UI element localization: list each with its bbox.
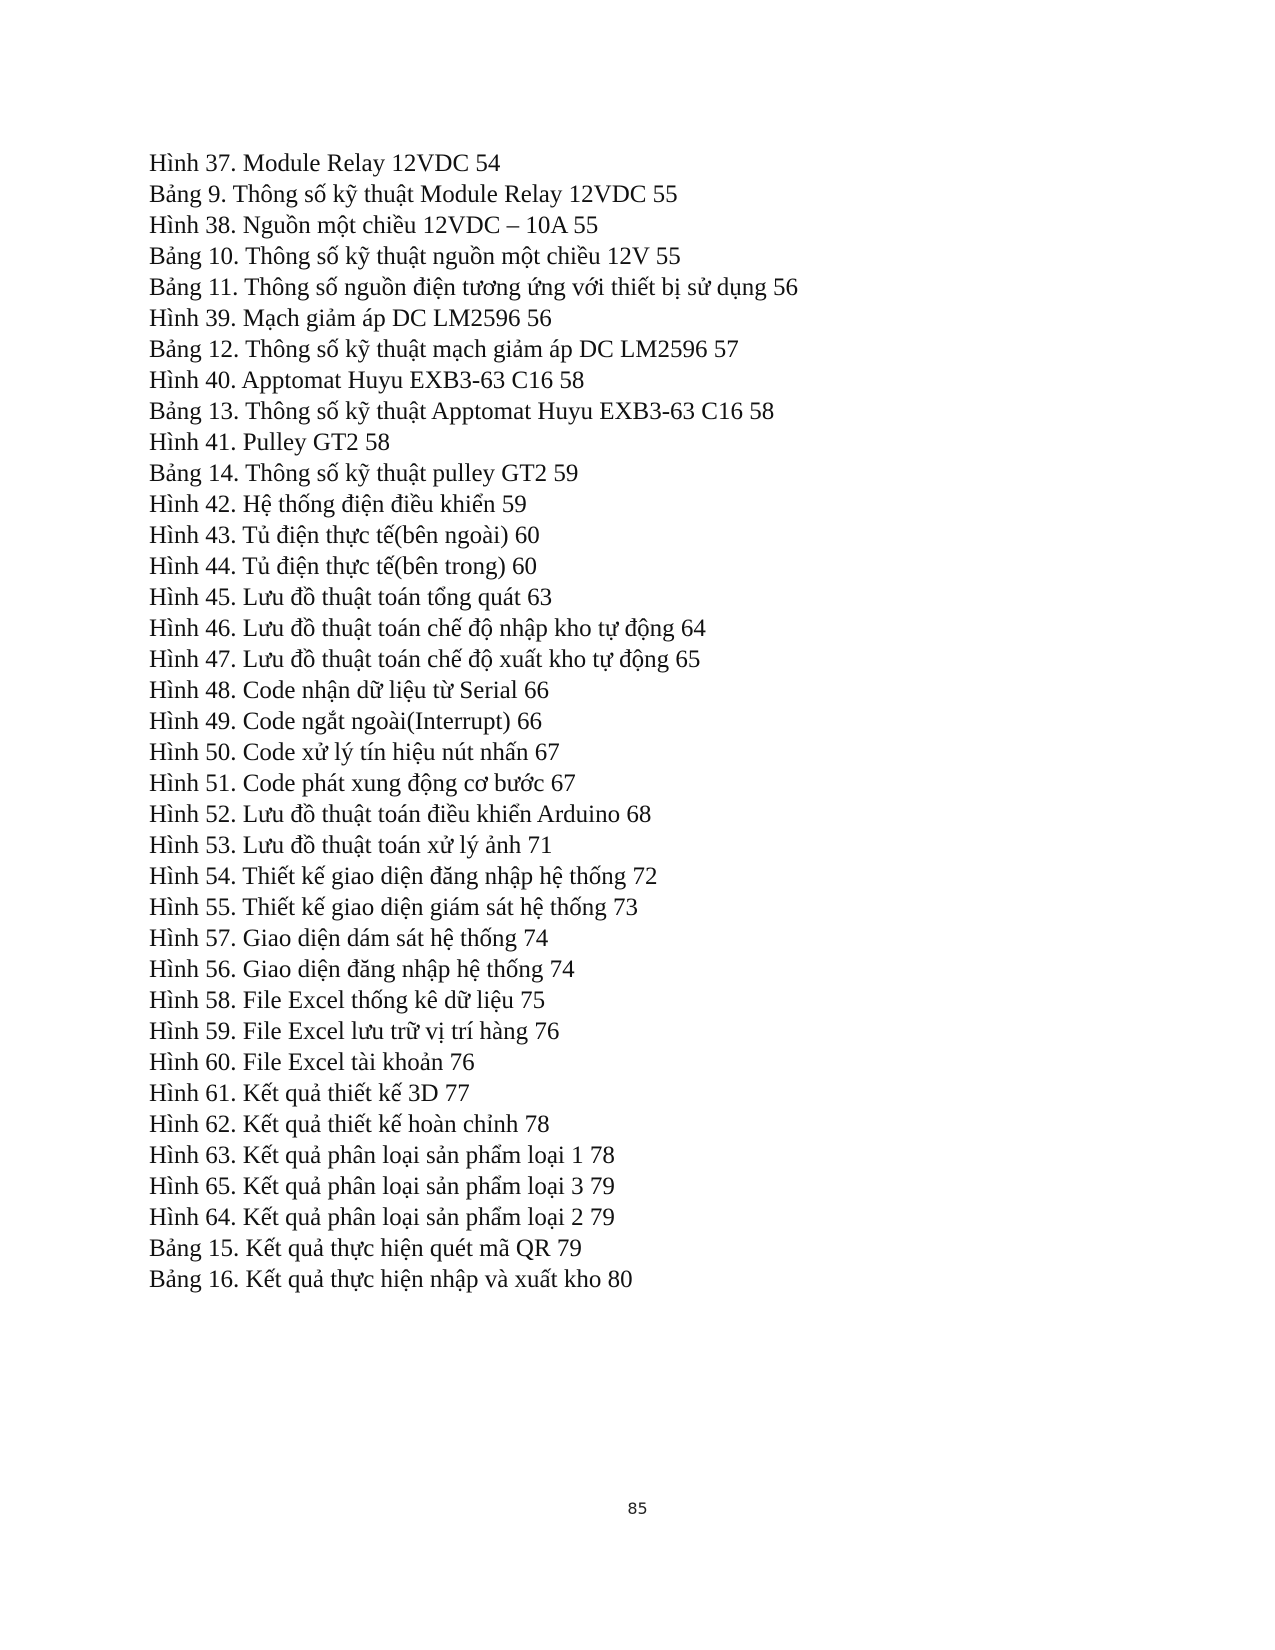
page-number: 85: [627, 1499, 648, 1518]
toc-entry: Bảng 11. Thông số nguồn điện tương ứng với thiết bị sử dụng 56: [149, 274, 799, 301]
toc-entry: Bảng 12. Thông số kỹ thuật mạch giảm áp DC LM2596 57: [149, 336, 739, 363]
toc-entry: Hình 38. Nguồn một chiều 12VDC – 10A 55: [149, 212, 599, 239]
toc-entry: Hình 63. Kết quả phân loại sản phẩm loại 1 78: [149, 1142, 615, 1169]
table-of-figures-list: [149, 148, 798, 1295]
toc-entry: Hình 42. Hệ thống điện điều khiển 59: [149, 491, 527, 518]
toc-entry: Hình 40. Apptomat Huyu EXB3-63 C16 58: [149, 367, 585, 394]
toc-entry: Hình 46. Lưu đồ thuật toán chế độ nhập kho tự động 64: [149, 615, 706, 642]
toc-entry: Hình 49. Code ngắt ngoài(Interrupt) 66: [149, 708, 542, 735]
toc-entry: Hình 53. Lưu đồ thuật toán xử lý ảnh 71: [149, 832, 553, 859]
toc-entry: Bảng 9. Thông số kỹ thuật Module Relay 12VDC 55: [149, 181, 678, 208]
toc-entry: Hình 50. Code xử lý tín hiệu nút nhấn 67: [149, 739, 560, 766]
toc-entry: Hình 64. Kết quả phân loại sản phẩm loại 2 79: [149, 1204, 615, 1231]
toc-entry: Hình 39. Mạch giảm áp DC LM2596 56: [149, 305, 552, 332]
toc-entry: Hình 60. File Excel tài khoản 76: [149, 1049, 475, 1076]
toc-entry: Hình 57. Giao diện dám sát hệ thống 74: [149, 925, 549, 952]
toc-entry: Hình 51. Code phát xung động cơ bước 67: [149, 770, 576, 797]
toc-entry: Hình 62. Kết quả thiết kế hoàn chỉnh 78: [149, 1111, 550, 1138]
toc-entry: Hình 48. Code nhận dữ liệu từ Serial 66: [149, 677, 549, 704]
toc-entry: Hình 56. Giao diện đăng nhập hệ thống 74: [149, 956, 575, 983]
toc-entry: Bảng 13. Thông số kỹ thuật Apptomat Huyu EXB3-63 C16 58: [149, 398, 775, 425]
toc-entry: Hình 41. Pulley GT2 58: [149, 429, 390, 456]
toc-entry: Hình 54. Thiết kế giao diện đăng nhập hệ thống 72: [149, 863, 658, 890]
toc-entry: Hình 47. Lưu đồ thuật toán chế độ xuất kho tự động 65: [149, 646, 701, 673]
toc-entry: Hình 45. Lưu đồ thuật toán tổng quát 63: [149, 584, 553, 611]
toc-entry: Hình 52. Lưu đồ thuật toán điều khiển Arduino 68: [149, 801, 652, 828]
toc-entry: Bảng 15. Kết quả thực hiện quét mã QR 79: [149, 1235, 582, 1262]
toc-entry: Hình 59. File Excel lưu trữ vị trí hàng 76: [149, 1018, 560, 1045]
toc-entry: Hình 65. Kết quả phân loại sản phẩm loại 3 79: [149, 1173, 615, 1200]
toc-entry: Bảng 14. Thông số kỹ thuật pulley GT2 59: [149, 460, 579, 487]
toc-entry: Bảng 16. Kết quả thực hiện nhập và xuất kho 80: [149, 1266, 633, 1293]
toc-entry: Hình 44. Tủ điện thực tế(bên trong) 60: [149, 553, 538, 580]
toc-entry: Bảng 10. Thông số kỹ thuật nguồn một chiều 12V 55: [149, 243, 681, 270]
toc-entry: Hình 55. Thiết kế giao diện giám sát hệ thống 73: [149, 894, 639, 921]
toc-entry: Hình 37. Module Relay 12VDC 54: [149, 150, 501, 177]
toc-entry: Hình 61. Kết quả thiết kế 3D 77: [149, 1080, 470, 1107]
toc-entry: Hình 43. Tủ điện thực tế(bên ngoài) 60: [149, 522, 540, 549]
toc-entry: Hình 58. File Excel thống kê dữ liệu 75: [149, 987, 546, 1014]
